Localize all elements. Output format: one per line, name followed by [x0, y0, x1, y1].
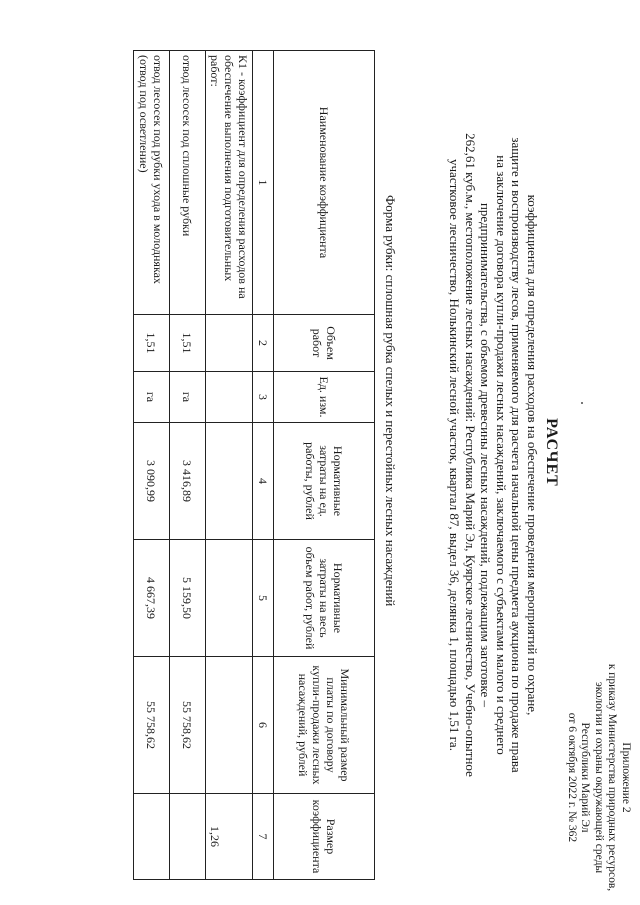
row-total-cost: 5 159,50 [170, 540, 206, 657]
table-cell [206, 657, 253, 794]
calculation-description [447, 40, 540, 870]
paragraph-line: защите и воспроизводству лесов, применяемого для расчета начальной цены предмета аукциона по продаже права [509, 137, 525, 773]
row-min-payment: 55 758,62 [170, 657, 206, 794]
header-cell: Ед. изм. [274, 372, 375, 423]
header-cell: Объем работ [274, 315, 375, 372]
column-number: 3 [253, 372, 274, 423]
row-volume: 1,51 [134, 315, 170, 372]
row-min-payment: 55 758,62 [134, 657, 170, 794]
table-cell [206, 372, 253, 423]
appendix-line: экологии и охраны окружающей среды [593, 681, 605, 874]
coefficient-table [133, 50, 375, 880]
column-number: 5 [253, 540, 274, 657]
header-cell: Нормативные затраты на весь объем работ, рублей [274, 540, 375, 657]
header-cell: Минимальный размер платы по договору купли-продажи лесных насаждений, рублей [274, 657, 375, 794]
column-number: 1 [253, 51, 274, 315]
table-cell [206, 540, 253, 657]
header-cell: Размер коэффициента [274, 794, 375, 880]
column-number: 2 [253, 315, 274, 372]
appendix-line: к приказу Министерства природных ресурсов, [606, 663, 619, 892]
table-row [206, 51, 253, 880]
row-unit-cost: 3 090,99 [134, 423, 170, 540]
appendix-line: Приложение 2 [620, 742, 632, 813]
appendix-line: Республики Марий Эл [579, 722, 592, 833]
paragraph-line: участковое лесничество, Нолькинский лесной участок, квартал 87, выдел 36, делянка 1, площадью 1,51 га. [447, 159, 463, 751]
row-name: отвод лесосек под рубки ухода в молодняках (отвод под осветление) [134, 51, 170, 315]
appendix-line: от 6 октября 2022 г. № 362 [566, 712, 578, 843]
k1-label: К1 - коэффициент для определения расходов на обеспечение выполнения подготовительных работ: [206, 51, 253, 315]
table-cell [170, 794, 206, 880]
felling-form-line: Форма рубки: сплошная рубка спелых и перестойных лесных насаждений [383, 195, 398, 607]
row-unit: га [134, 372, 170, 423]
column-number: 4 [253, 423, 274, 540]
document-title: РАСЧЕТ [543, 418, 560, 487]
row-unit-cost: 3 416,89 [170, 423, 206, 540]
paragraph-line: предпринимательства, с объемом древесины лесных насаждений, подлежащим заготовке – [478, 202, 494, 708]
row-volume: 1,51 [170, 315, 206, 372]
table-cell [206, 315, 253, 372]
table-row [170, 51, 206, 880]
column-number: 6 [253, 657, 274, 794]
table-cell [134, 794, 170, 880]
appendix-note [565, 650, 633, 905]
speck [581, 402, 583, 404]
table-header-row [274, 51, 375, 880]
column-number: 7 [253, 794, 274, 880]
paragraph-line: 262,61 куб.м., местоположение лесных насаждений: Республика Марий Эл, Куярское лесничество, Учебно-опытное [463, 133, 478, 777]
row-unit: га [170, 372, 206, 423]
row-total-cost: 4 667,39 [134, 540, 170, 657]
table-row [134, 51, 170, 880]
column-number-row [253, 51, 274, 880]
k1-value: 1,26 [206, 794, 253, 880]
paragraph-line: коэффициента для определения расходов на обеспечение проведения мероприятий по охране, [525, 194, 540, 716]
header-cell: Нормативные затраты на ед. работы, рублей [274, 423, 375, 540]
paragraph-line: на заключение договора купли-продажи лесных насаждений, заключаемого с субъектами малого и среднего [494, 155, 509, 755]
table-cell [206, 423, 253, 540]
row-name: отвод лесосек под сплошные рубки [170, 51, 206, 315]
header-cell: Наименование коэффициента [274, 51, 375, 315]
